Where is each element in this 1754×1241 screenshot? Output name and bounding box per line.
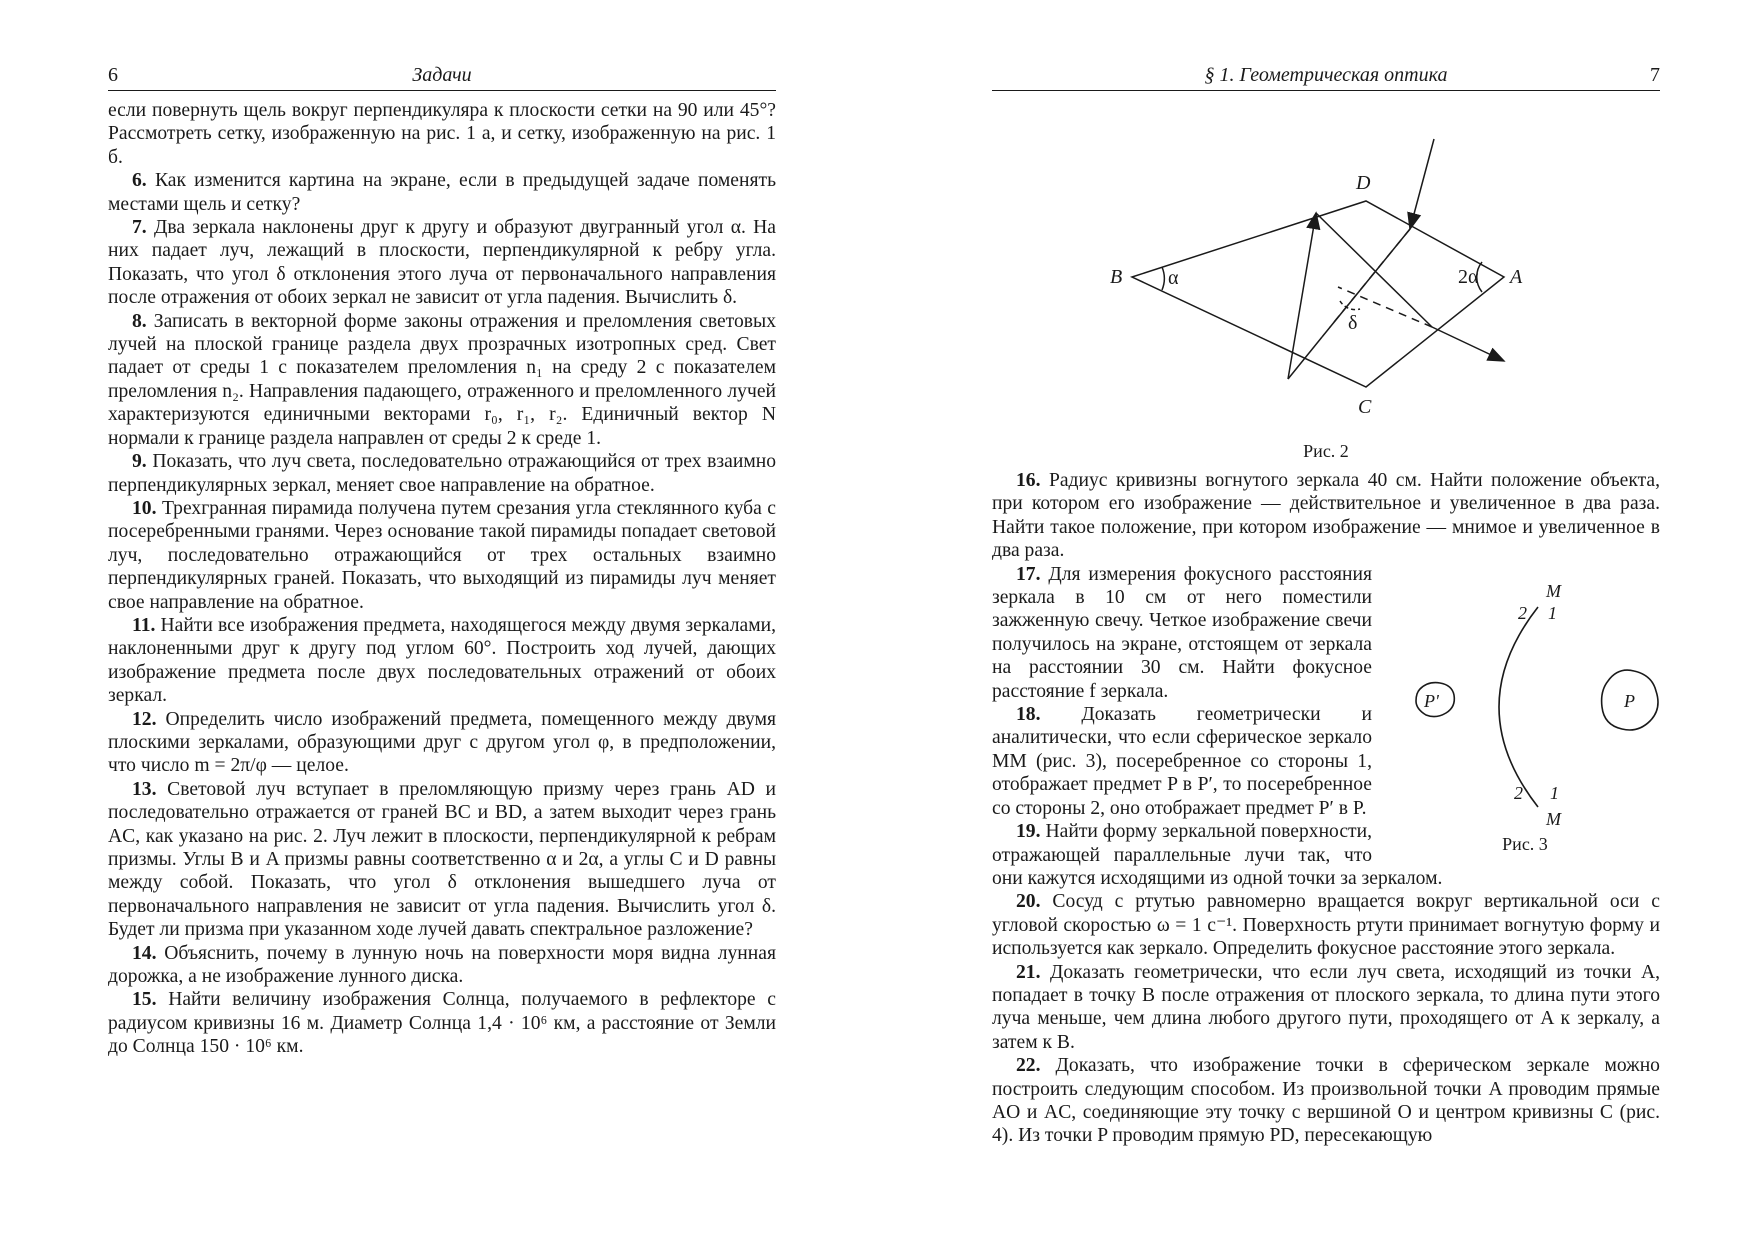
emergent-ray	[1432, 327, 1504, 361]
problem-15	[108, 988, 776, 1058]
paragraph-text: Найти все изображения предмета, находящегося между двумя зеркалами, наклоненными друг к другу под углом 60°. Построить ход лучей, дающих изображение предмета после двух последовательных отражений от обоих зеркал.	[108, 614, 776, 707]
label-2-bottom: 2	[1514, 782, 1523, 803]
prism-outline	[1132, 201, 1504, 387]
paragraph-text: Объяснить, почему в лунную ночь на поверхности моря видна лунная дорожка, а не изображение лунного диска.	[108, 942, 776, 988]
label-1-bottom: 1	[1550, 782, 1559, 803]
label-2-top: 2	[1518, 602, 1527, 623]
paragraph-text: Как изменится картина на экране, если в предыдущей задаче поменять местами щель и сетку?	[108, 170, 777, 215]
label-c: C	[1358, 396, 1372, 418]
incident-ray	[1410, 139, 1434, 229]
problem-8	[108, 310, 776, 450]
spherical-mirror-diagram	[1390, 567, 1660, 827]
label-m-top: M	[1546, 580, 1561, 601]
problem-number: 11.	[132, 614, 156, 636]
figure-2	[992, 91, 1660, 461]
problem-number: 8.	[132, 310, 147, 332]
label-b: B	[1110, 266, 1123, 288]
paragraph-text: Найти величину изображения Солнца, получаемого в рефлекторе с радиусом кривизны 16 м. Диаметр Солнца 1,4 · 10⁶ км, а расстояние от Земли до Солнца 150 · 10⁶ км.	[108, 989, 776, 1058]
problem-number: 9.	[132, 451, 147, 473]
label-m-bottom: M	[1546, 808, 1561, 829]
label-d: D	[1356, 172, 1371, 194]
paragraph-text: Радиус кривизны вогнутого зеркала 40 см. Найти положение объекта, при котором его изображение — действительное и увеличенное в два раза. Найти такое положение, при котором изображение — мнимое и увеличенное в два раза.	[992, 470, 1660, 562]
problem-11	[108, 614, 776, 708]
left-page-number: 6	[108, 64, 118, 86]
problem-13	[108, 778, 776, 942]
problem-14	[108, 942, 776, 989]
problem-6	[108, 169, 776, 216]
paragraph-text: Доказать геометрически и аналитически, что если сферическое зеркало MM (рис. 3), посеребренное со стороны 1, отображает предмет P в P′, то посеребренное со стороны 2, оно отображает предмет P′ в P.	[992, 704, 1372, 819]
ray-bd-to-ac	[1316, 213, 1432, 327]
paragraph-text: Для измерения фокусного расстояния зеркала в 10 см от него поместили зажженную свечу. Четкое изображение свечи получилось на экране, отстоящем от зеркала на расстоянии 30 см. Найти фокусное расстояние f зеркала.	[992, 563, 1372, 702]
right-page	[992, 60, 1660, 1148]
problem-5-continuation	[108, 99, 776, 169]
problem-number: 21.	[1016, 961, 1041, 983]
label-p: P	[1624, 690, 1635, 711]
problem-10	[108, 497, 776, 614]
problem-number: 10.	[132, 497, 157, 519]
figure-3-caption: Рис. 3	[1502, 833, 1548, 854]
problem-number: 22.	[1016, 1055, 1041, 1077]
paragraph-text: Показать, что луч света, последовательно отражающийся от трех взаимно перпендикулярных зеркал, меняет свое направление на обратное.	[108, 451, 777, 496]
paragraph-text: Найти форму зеркальной поверхности, отражающей параллельные лучи так, что они кажутся исходящими из одной точки за зеркалом.	[992, 821, 1443, 889]
paragraph-text: Световой луч вступает в преломляющую призму через грань AD и последовательно отражается от граней BC и BD, а затем выходит через грань AC, как указано на рис. 2. Луч лежит в плоскости, перпендикулярной к ребрам призмы. Углы B и A призмы равны соответственно α и 2α, а углы C и D равны между собой. Показать, что угол δ отклонения вышедшего луча от первоначального направления не зависит от угла падения. Вычислить угол δ. Будет ли призма при указанном ходе лучей давать спектральное разложение?	[108, 778, 776, 941]
label-delta: δ	[1348, 312, 1358, 334]
problem-number: 19.	[1016, 821, 1041, 843]
left-text-column	[108, 99, 776, 1059]
paragraph-text: Трехгранная пирамида получена путем срезания угла стеклянного куба с посеребренными гранями. Через основание такой пирамиды попадает световой луч, последовательно отражающийся от трех остальных взаимно перпендикулярных граней. Показать, что выходящий из пирамиды луч меняет свое направление на обратное.	[108, 497, 776, 613]
label-1-top: 1	[1548, 602, 1557, 623]
problem-number: 15.	[132, 989, 157, 1011]
problem-number: 16.	[1016, 470, 1041, 491]
mirror-curve	[1499, 607, 1538, 807]
problem-16	[992, 469, 1660, 563]
figure-2-caption: Рис. 2	[1303, 441, 1349, 461]
problem-number: 7.	[132, 217, 147, 239]
paragraph-text: если повернуть щель вокруг перпендикуляра к плоскости сетки на 90 или 45°? Рассмотреть сетку, изображенную на рис. 1 а, и сетку, изображенную на рис. 1 б.	[108, 100, 776, 168]
right-page-number: 7	[1650, 64, 1660, 86]
problem-number: 20.	[1016, 891, 1041, 913]
problem-21	[992, 961, 1660, 1055]
problem-12	[108, 708, 776, 778]
problem-number: 17.	[1016, 563, 1041, 585]
problem-7	[108, 216, 776, 310]
paragraph-text: Доказать, что изображение точки в сферическом зеркале можно построить следующим способом. Из произвольной точки A проводим прямые AO и AC, соединяющие эту точку с вершиной O и центром кривизны C (рис. 4). Из точки P проводим прямую PD, пересекающую	[992, 1055, 1660, 1147]
right-running-title: § 1. Геометрическая оптика	[1204, 64, 1448, 86]
paragraph-text: Доказать геометрически, что если луч света, исходящий из точки A, попадает в точку B после отражения от плоского зеркала, то длина пути этого луча меньше, чем длина любого другого пути, проходящего от A к зеркалу, а затем к B.	[992, 961, 1660, 1053]
ray-bc-to-bd	[1288, 213, 1316, 379]
problem-number: 13.	[132, 778, 157, 800]
paragraph-text: Сосуд с ртутью равномерно вращается вокруг вертикальной оси с угловой скоростью ω = 1 с⁻¹. Поверхность ртути принимает вогнутую форму и используется как зеркало. Определить фокусное расстояние этого зеркала.	[992, 891, 1661, 960]
prism-diagram	[992, 91, 1660, 418]
label-2alpha: 2α	[1458, 266, 1479, 288]
problem-number: 12.	[132, 708, 157, 730]
right-text-column	[992, 469, 1660, 1148]
label-a: A	[1510, 266, 1523, 288]
paragraph-text: Определить число изображений предмета, помещенного между двумя плоскими зеркалами, образующими друг с другом угол φ, в предположении, что число m = 2π/φ — целое.	[108, 708, 777, 777]
paragraph-text: Записать в векторной форме законы отражения и преломления световых лучей на плоской границе раздела двух прозрачных изотропных сред. Свет падает от среды 1 с показателем преломления n₁ на среду 2 с показателем преломления n₂. Направления падающего, отраженного и преломленного лучей характеризуются единичными векторами r₀, r₁, r₂. Единичный вектор N нормали к границе раздела направлен от среды 2 к среде 1.	[108, 310, 776, 449]
left-running-title: Задачи	[412, 64, 472, 86]
problem-number: 14.	[132, 942, 157, 964]
problem-20	[992, 890, 1660, 960]
right-running-head	[992, 60, 1660, 91]
paragraph-text: Два зеркала наклонены друг к другу и образуют двугранный угол α. На них падает луч, лежащий в плоскости, перпендикулярной к ребру угла. Показать, что угол δ отклонения этого луча от первоначального направления после отражения от обоих зеркал не зависит от угла падения. Вычислить δ.	[108, 217, 776, 309]
problem-number: 6.	[132, 170, 147, 192]
ray-to-bc	[1288, 337, 1322, 379]
left-page	[108, 60, 776, 1059]
label-p-prime: P'	[1424, 690, 1439, 711]
problem-22	[992, 1054, 1660, 1148]
figure-3	[1390, 567, 1660, 863]
angle-alpha-arc	[1162, 267, 1164, 290]
problem-number: 18.	[1016, 704, 1041, 726]
label-alpha: α	[1168, 267, 1179, 289]
problem-9	[108, 450, 776, 497]
left-running-head	[108, 60, 776, 91]
